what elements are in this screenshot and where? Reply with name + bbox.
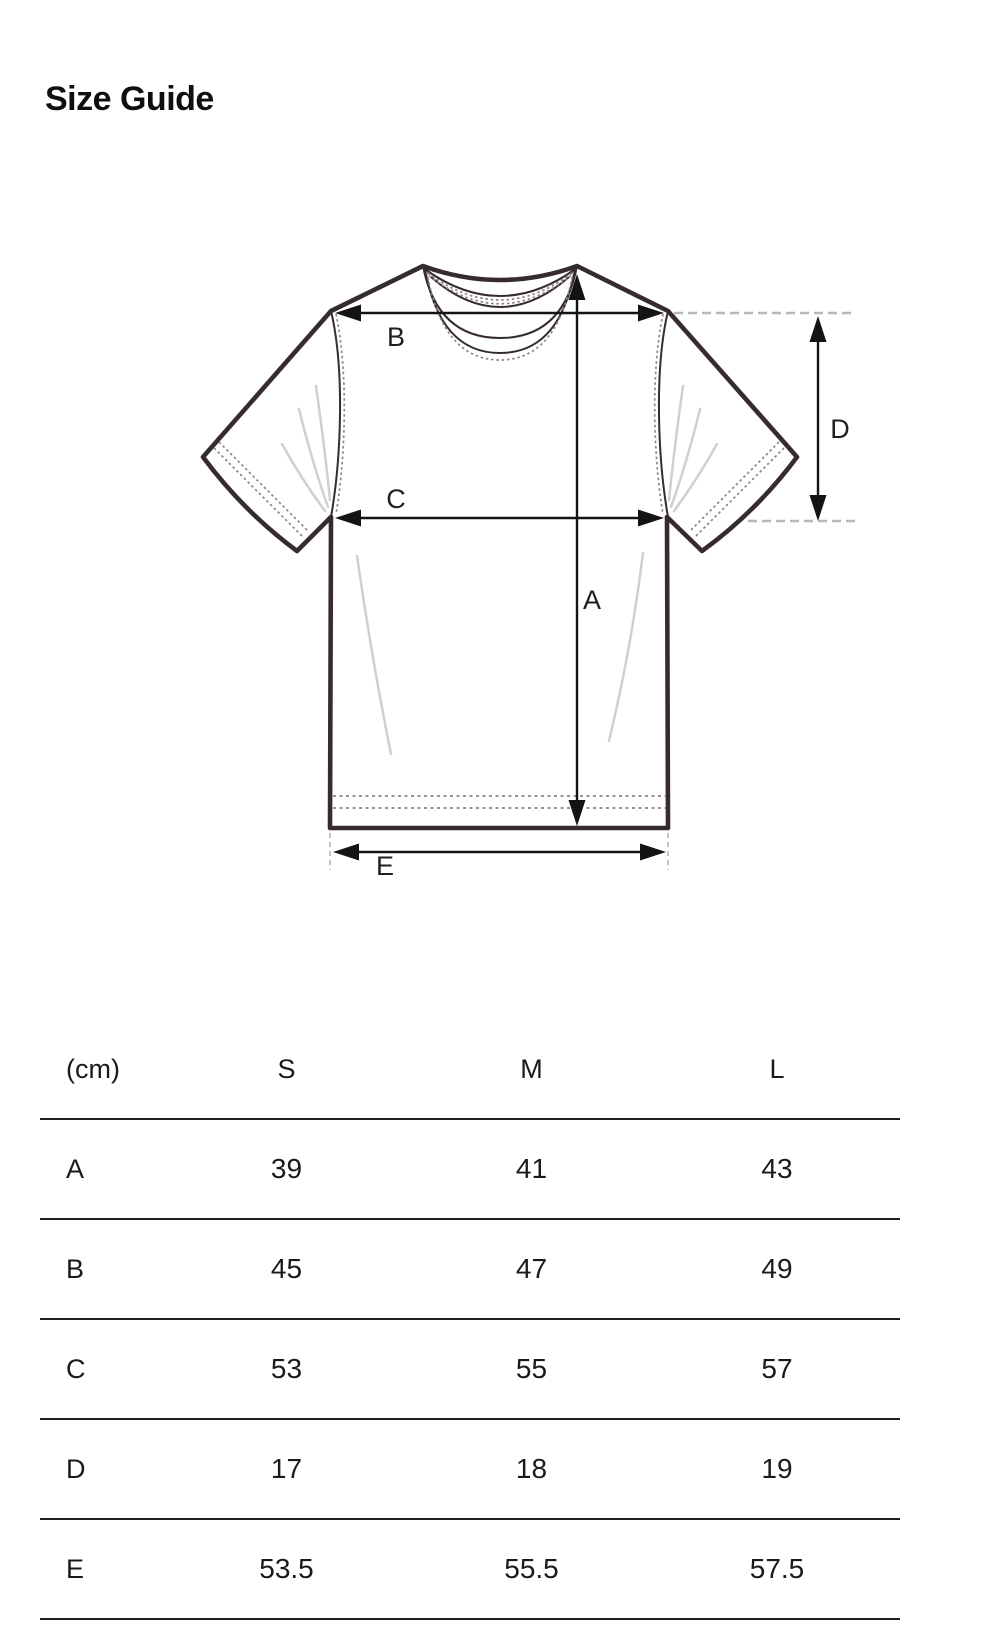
table-row-d [40,1420,900,1520]
value-cell: 53 [270,1353,303,1384]
size-table [40,1020,900,1620]
row-label: B [66,1253,85,1284]
row-label: D [66,1453,86,1484]
table-header-row [40,1020,900,1120]
value-cell: 55 [515,1353,548,1384]
table-row-a [40,1120,900,1220]
measure-label-e: E [375,851,395,881]
value-cell: 47 [515,1253,548,1284]
measure-label-a: A [582,585,602,615]
value-cell: 41 [515,1153,548,1184]
unit-header: (cm) [66,1053,120,1084]
measure-label-c: C [386,484,406,514]
row-label: A [66,1153,85,1184]
size-header-s: S [277,1053,296,1084]
tshirt-outline [203,266,797,828]
measure-label-b: B [386,322,406,352]
value-cell: 57 [761,1353,793,1384]
value-cell: 45 [270,1253,303,1284]
value-cell: 18 [515,1453,548,1484]
table-row-c [40,1320,900,1420]
row-label: E [66,1553,85,1584]
size-header-l: L [769,1053,785,1084]
value-cell: 53.5 [259,1553,314,1584]
measure-arrow-d [810,316,827,521]
page-title: Size Guide [45,80,214,118]
size-header-m: M [520,1053,543,1084]
value-cell: 17 [270,1453,303,1484]
row-label: C [66,1353,86,1384]
value-cell: 55.5 [504,1553,559,1584]
value-cell: 49 [761,1253,793,1284]
value-cell: 43 [761,1153,793,1184]
table-row-b [40,1220,900,1320]
value-cell: 19 [761,1453,793,1484]
measure-label-d: D [830,414,850,444]
value-cell: 57.5 [749,1553,805,1584]
table-row-e [40,1520,900,1620]
value-cell: 39 [270,1153,303,1184]
